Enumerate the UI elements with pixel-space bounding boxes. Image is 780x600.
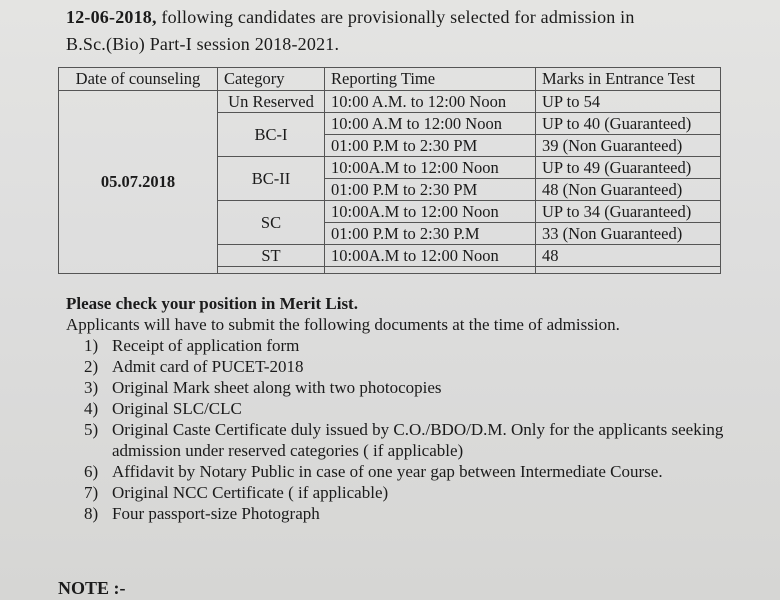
list-item <box>84 419 726 461</box>
category-cell: ST <box>218 245 325 267</box>
time-cell: 10:00 A.M to 12:00 Noon <box>325 113 536 135</box>
list-item <box>84 461 726 482</box>
table-row <box>59 91 721 113</box>
list-number: 3) <box>84 378 99 397</box>
table-header-row <box>59 68 721 91</box>
list-item <box>84 503 726 524</box>
time-cell: 10:00A.M to 12:00 Noon <box>325 245 536 267</box>
marks-cell: 48 <box>536 245 721 267</box>
spacer-cell <box>536 267 721 274</box>
list-number: 1) <box>84 336 99 355</box>
intro-paragraph <box>66 4 746 58</box>
marks-cell: UP to 49 (Guaranteed) <box>536 157 721 179</box>
list-item <box>84 377 726 398</box>
note-heading: NOTE :- <box>58 578 126 598</box>
list-number: 4) <box>84 399 99 418</box>
list-number: 2) <box>84 357 99 376</box>
announcement-date: 12-06-2018, <box>66 7 157 27</box>
list-number: 5) <box>84 420 99 439</box>
intro-line-1-text: following candidates are provisionally selected for admission in <box>161 7 635 27</box>
list-number: 6) <box>84 462 99 481</box>
list-text: Affidavit by Notary Public in case of one year gap between Intermediate Course. <box>112 462 663 481</box>
category-cell: Un Reserved <box>218 91 325 113</box>
category-cell: BC-II <box>218 157 325 201</box>
counseling-schedule-table <box>58 67 721 274</box>
marks-cell: UP to 40 (Guaranteed) <box>536 113 721 135</box>
list-item <box>84 335 726 356</box>
intro-line-1 <box>66 4 746 31</box>
list-text: Four passport-size Photograph <box>112 504 320 523</box>
instructions-section <box>66 293 726 524</box>
marks-cell: 48 (Non Guaranteed) <box>536 179 721 201</box>
list-text: Receipt of application form <box>112 336 300 355</box>
applicants-intro: Applicants will have to submit the following documents at the time of admission. <box>66 315 620 334</box>
header-category: Category <box>218 68 325 91</box>
list-item <box>84 356 726 377</box>
time-cell: 01:00 P.M to 2:30 PM <box>325 135 536 157</box>
marks-cell: UP to 34 (Guaranteed) <box>536 201 721 223</box>
list-number: 7) <box>84 483 99 502</box>
counseling-date: 05.07.2018 <box>59 91 218 274</box>
header-reporting-time: Reporting Time <box>325 68 536 91</box>
time-cell: 10:00 A.M. to 12:00 Noon <box>325 91 536 113</box>
header-marks: Marks in Entrance Test <box>536 68 721 91</box>
list-item <box>84 398 726 419</box>
list-text: Original Mark sheet along with two photocopies <box>112 378 442 397</box>
time-cell: 01:00 P.M to 2:30 P.M <box>325 223 536 245</box>
list-text: Original SLC/CLC <box>112 399 242 418</box>
spacer-cell <box>325 267 536 274</box>
merit-list-notice: Please check your position in Merit List. <box>66 294 358 313</box>
header-date: Date of counseling <box>59 68 218 91</box>
marks-cell: UP to 54 <box>536 91 721 113</box>
marks-cell: 39 (Non Guaranteed) <box>536 135 721 157</box>
time-cell: 10:00A.M to 12:00 Noon <box>325 157 536 179</box>
spacer-cell <box>218 267 325 274</box>
list-item <box>84 482 726 503</box>
time-cell: 01:00 P.M to 2:30 PM <box>325 179 536 201</box>
list-number: 8) <box>84 504 99 523</box>
list-text: Admit card of PUCET-2018 <box>112 357 304 376</box>
category-cell: BC-I <box>218 113 325 157</box>
marks-cell: 33 (Non Guaranteed) <box>536 223 721 245</box>
list-text: Original Caste Certificate duly issued by C.O./BDO/D.M. Only for the applicants seeking admission under reserved categories ( if applicable) <box>112 420 724 460</box>
category-cell: SC <box>218 201 325 245</box>
documents-list <box>66 335 726 524</box>
list-text: Original NCC Certificate ( if applicable) <box>112 483 389 502</box>
intro-line-2: B.Sc.(Bio) Part-I session 2018-2021. <box>66 34 340 54</box>
time-cell: 10:00A.M to 12:00 Noon <box>325 201 536 223</box>
